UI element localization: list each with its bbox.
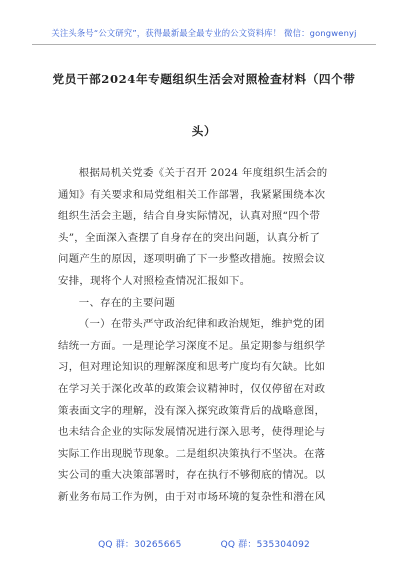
- paragraph-line: 组织生活会主题，结合自身实际情况，认真对照“四个带: [58, 210, 321, 223]
- footer-qq-group-2: QQ 群：535304092: [220, 540, 310, 550]
- paragraph-line: 习，但对理论知识的理解深度和思考广度均有欠缺。比如: [58, 361, 326, 374]
- paragraph-line: 在学习关于深化改革的政策会议精神时，仅仅停留在对政: [58, 382, 326, 395]
- footer-qq-group-1: QQ 群：30265665: [98, 540, 182, 550]
- paragraph-line: （一）在带头严守政治纪律和政治规矩，维护党的团: [78, 318, 325, 331]
- title-line-2: 头）: [191, 124, 217, 138]
- title-line-1: 党员干部2024年专题组织生活会对照检查材料（四个带: [52, 72, 356, 86]
- document-body: [58, 163, 354, 509]
- paragraph-line: 通知》有关要求和局党组相关工作部署，我紧紧围绕本次: [58, 188, 326, 201]
- paragraph-line: 新业务布局工作为例，由于对市场环境的复杂性和潜在风: [58, 490, 326, 503]
- paragraph-line: 一、存在的主要问题: [78, 296, 176, 309]
- paragraph-line: 实公司的重大决策部署时，存在执行不够彻底的情况。以: [58, 469, 326, 482]
- paragraph-line: 根据局机关党委《关于召开 2024 年度组织生活会的: [78, 167, 328, 179]
- paragraph-line: 策表面文字的理解，没有深入探究政策背后的战略意图，: [58, 404, 326, 417]
- paragraph-line: 实际工作出现脱节现象。二是组织决策执行不坚决。在落: [58, 447, 326, 460]
- header-banner: 关注头条号“公文研究”，获得最新最全最专业的公文资料库！ 微信：gongwenyj: [51, 28, 357, 38]
- paragraph-line: 问题产生的原因，逐项明确了下一步整改措施。按照会议: [58, 253, 326, 266]
- document-title: [36, 66, 372, 138]
- paragraph-line: 也未结合企业的实际发展情况进行深入思考，使得理论与: [58, 426, 326, 439]
- paragraph-line: 头”，全面深入查摆了自身存在的突出问题，认真分析了: [58, 231, 321, 244]
- paragraph-line: 结统一方面。一是理论学习深度不足。虽定期参与组织学: [58, 339, 326, 352]
- paragraph-line: 安排，现将个人对照检查情况汇报如下。: [58, 274, 251, 287]
- footer: [0, 537, 408, 550]
- header-divider: [32, 44, 376, 45]
